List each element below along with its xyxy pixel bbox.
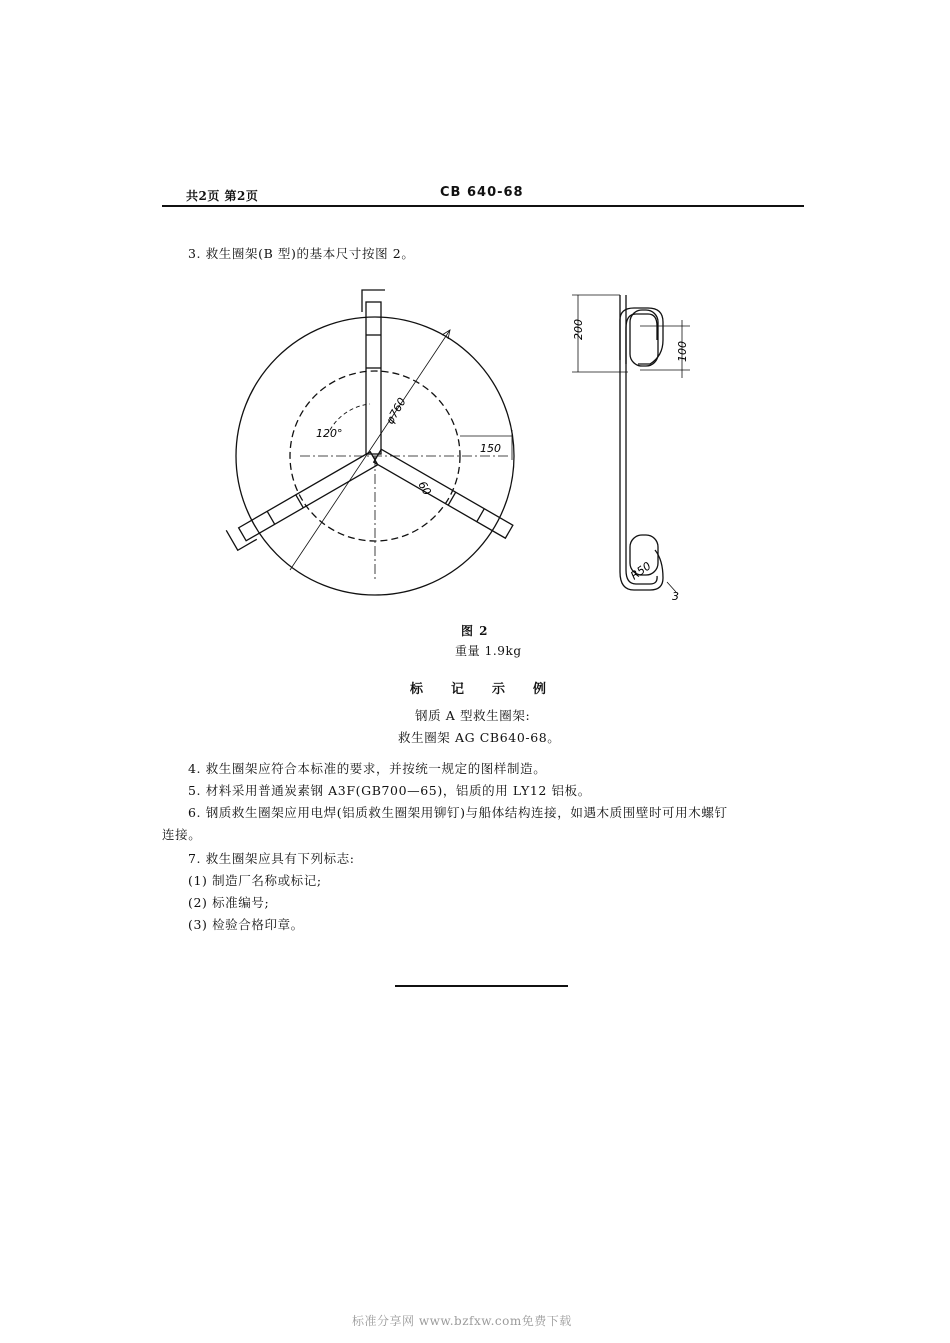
dim-angle: 120° — [316, 427, 343, 440]
item-6-cont: 连接。 — [162, 827, 202, 842]
dim-height-hook: 100 — [676, 341, 689, 362]
marking-line-2: 救生圈架 AG CB640-68。 — [398, 730, 561, 745]
footer-watermark: 标准分享网 www.bzfxw.com免费下载 — [352, 1314, 572, 1328]
arm-right — [374, 449, 513, 538]
diameter-line — [290, 330, 450, 570]
figure-2-drawing — [220, 280, 720, 610]
dim-height-top: 200 — [572, 319, 585, 340]
dim-thickness: 3 — [672, 590, 679, 603]
dim-bend-radius: R50 — [628, 559, 654, 583]
arm-left — [239, 452, 378, 541]
end-rule — [395, 985, 568, 987]
marking-title: 标记示例 — [410, 682, 575, 697]
marking-line-1: 钢质 A 型救生圈架: — [415, 708, 531, 723]
page-info: 共2页 第2页 — [186, 189, 259, 203]
top-pad — [630, 310, 658, 366]
dim-width: 60 — [415, 479, 434, 498]
dim-radius: 150 — [480, 442, 501, 455]
figure-caption: 图 2 — [461, 624, 489, 638]
item-3: 3. 救生圈架(B 型)的基本尺寸按图 2。 — [188, 246, 415, 261]
item-5: 5. 材料采用普通炭素钢 A3F(GB700—65)，铝质的用 LY12 铝板。 — [188, 783, 591, 798]
header-rule — [162, 205, 804, 207]
dim-diameter: φ760 — [383, 395, 409, 427]
item-6: 6. 钢质救生圈架应用电焊(铝质救生圈架用铆钉)与船体结构连接，如遇木质围壁时可用木螺钉 — [188, 805, 728, 820]
figure-weight: 重量 1.9kg — [455, 644, 522, 658]
item-7-2: (2) 标准编号; — [188, 895, 270, 910]
arm-top — [366, 302, 381, 454]
item-7: 7. 救生圈架应具有下列标志: — [188, 851, 355, 866]
standard-code: CB 640-68 — [440, 185, 524, 200]
item-7-1: (1) 制造厂名称或标记; — [188, 873, 322, 888]
item-7-3: (3) 检验合格印章。 — [188, 917, 304, 932]
item-4: 4. 救生圈架应符合本标准的要求，并按统一规定的图样制造。 — [188, 761, 547, 776]
